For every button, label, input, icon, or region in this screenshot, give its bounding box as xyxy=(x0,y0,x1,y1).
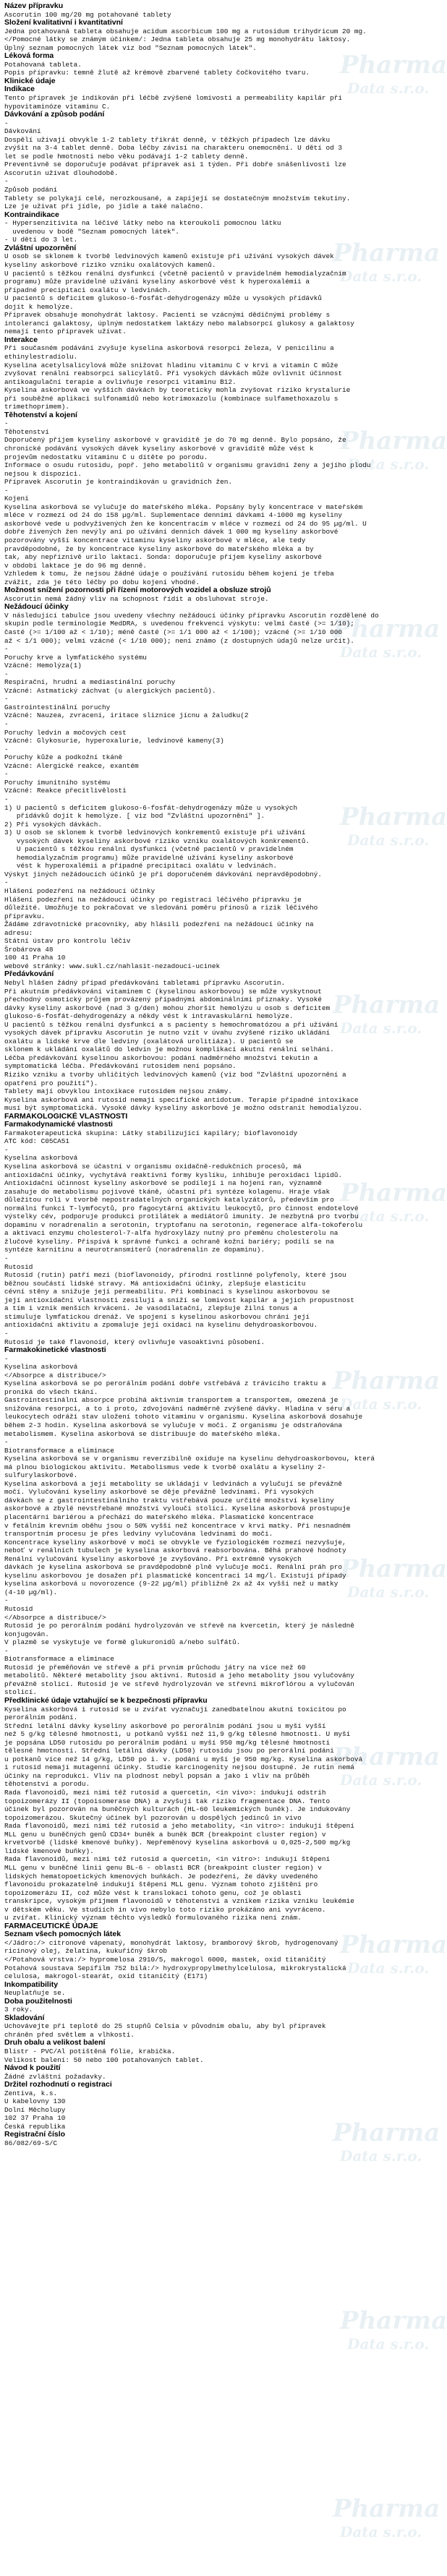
text-line: Česká republika xyxy=(4,2122,66,2131)
text-line: Blistr - PVC/Al potištěná fólie, krabička. xyxy=(4,2047,176,2055)
text-line: převážně stolicí. Rutosid je ve střevě hydrolyzován ve střevní mikroflórou a vylučován xyxy=(4,1679,354,1688)
text-line: - xyxy=(4,1646,9,1655)
section-heading: Interakce xyxy=(4,335,38,344)
watermark-text-pharma: Pharma xyxy=(333,615,440,643)
text-line: Antioxidační účinnost kyseliny askorbové se podílejí i na hojení ran, významně xyxy=(4,1179,322,1188)
watermark-stamp xyxy=(340,2306,447,2353)
text-line: Výskyt jiných nežádoucích účinků je při doporučeném dávkování nepravděpodobný. xyxy=(4,870,322,878)
text-line: topoizomerázu II, což může vést k translokaci tohoto genu, což je oblasti xyxy=(4,1888,302,1897)
text-line: Rutosid xyxy=(4,1262,33,1271)
section-heading: Druh obalu a velikost balení xyxy=(4,2038,106,2047)
section-heading: Těhotenství a kojení xyxy=(4,410,77,419)
text-line: - xyxy=(4,695,9,703)
text-line: topoizomerázou. Skutečný účinek byl pozorován u dospělých jedinců in vivo xyxy=(4,1813,302,1822)
text-line: Ascorutin 100 mg/20 mg potahované tablety xyxy=(4,10,171,19)
section-heading: Léková forma xyxy=(4,51,54,61)
section-heading: Inkompatibility xyxy=(4,1980,59,1989)
text-line: zvážit, zda je této léčby po dobu kojení vhodné. xyxy=(4,578,200,586)
text-line: Vzácné: Hemolýza(1) xyxy=(4,662,82,670)
text-line: časté (>= 1/100 až < 1/10); méně časté (>= 1/1 000 až < 1/100); vzácné (>= 1/10 000 xyxy=(4,628,342,637)
section-heading: Farmakodynamické vlastnosti xyxy=(4,1120,113,1129)
watermark-text-pharma: Pharma xyxy=(333,1742,440,1771)
text-line: chráněn před světlem a vlhkostí. xyxy=(4,2030,135,2039)
watermark-text-company: Data s.r.o. xyxy=(340,1771,422,1789)
text-line: V následující tabulce jsou uvedeny všechny nežádoucí účinky přípravku Ascorutin rozdělené do xyxy=(4,611,379,620)
text-line: U pacientů s těžkou renální dysfunkcí (včetně pacientů v pravidelném xyxy=(4,845,294,854)
text-line: Renální vylučování kyseliny askorbové je zvyšováno. Při extrémně vysokých xyxy=(4,1554,302,1563)
text-line: U pacientů s deficitem glukoso-6-fosfát-dehydrogenázy může u vysokých přídávků xyxy=(4,294,322,303)
text-line: - xyxy=(4,745,9,753)
text-line: výstelky cév, podporuje produkci protilátek a mediátorů imunity. Je nezbytná pro tvorbu xyxy=(4,1212,359,1221)
text-line: Nebyl hlášen žádný případ předávkování tabletami přípravku Ascorutin. xyxy=(4,978,286,987)
text-line: leukocytech odráží stav uložení tohoto vitaminu v organismu. Kyselina askorbová dosahuje xyxy=(4,1413,363,1421)
text-line: ricinový olej, želatina, kukuřičný škrob xyxy=(4,1947,168,1956)
text-line: Respirační, hrudní a mediastinální poruchy xyxy=(4,678,176,687)
text-line: adresu: xyxy=(4,928,33,937)
text-line: Vzácné: Alergické reakce, exantém xyxy=(4,761,139,770)
section-heading: Doba použitelnosti xyxy=(4,1996,72,2006)
text-line: U pacientů s těžkou renální dysfunkcí a s pacienty s hemochromatózou a při užívání xyxy=(4,1020,339,1029)
text-line: antioxidační aktivitu a zpomaluje její oxidaci na kyselinu dehydroaskorbovou. xyxy=(4,1321,318,1330)
text-line: Žádáme zdravotnické pracovníky, aby hlásili podezření na nežádoucí účinky na xyxy=(4,920,314,929)
text-line: </Absorpce a distribuce/> xyxy=(4,1371,106,1379)
text-line: 3) U osob se sklonem k tvorbě ledvinových konkrementů existuje při užívání xyxy=(4,829,306,837)
text-line: V plazmě se vyskytuje ve formě glukuronidů a/nebo sulfátů. xyxy=(4,1638,241,1647)
text-line: transkripce, vysokým příjmem flavonoidů v těhotenství a vznikem rizika vzniku leukémie xyxy=(4,1897,354,1906)
text-line: Vzhledem k tomu, že nejsou žádné údaje o používání rutosidu během kojení je třeba xyxy=(4,570,334,578)
text-line: u potkanů více než 14 g/kg, LD50 po i. v. podání u myší je 950 mg/kg. Kyselina askorbová xyxy=(4,1755,363,1763)
section-heading: Farmakokinetické vlastnosti xyxy=(4,1345,106,1355)
text-line: i rutosid nemají mutagenní účinky. Studie karcinogenity nejsou dostupné. Je rutin nemá xyxy=(4,1763,354,1772)
text-line: - xyxy=(4,1329,9,1338)
text-line: 1) U pacientů s deficitem glukoso-6-fosfát-dehydrogenázy může u vysokých xyxy=(4,803,298,812)
text-line: tak, aby nepříznivě urilo laktaci. Sonda: doporučuje příjem kyseliny askorbové xyxy=(4,553,322,562)
text-line: dávky kyseliny askorbové (nad 3 g/den) mohou zhoršit hemolýzu u osob s deficitem xyxy=(4,1004,331,1012)
text-line: musí být symptomatická. Vysoké dávky kyseliny askorbové je možno odstranit hemodialýzou. xyxy=(4,1104,363,1113)
watermark-text-pharma: Pharma xyxy=(340,1554,447,1583)
text-line: Kyselina askorbová i rutosid se u zvířat vyznačují zanedbatelnou akutní toxicitou po xyxy=(4,1705,346,1713)
text-line: let se podle hmotnosti nebo věku podávají 1-2 tablety denně. xyxy=(4,152,249,161)
section-heading: Název přípravku xyxy=(4,1,64,10)
text-line: Dávkování xyxy=(4,127,41,136)
text-line: důležitou roli v tvorbě nepostradatelných organických katalyzátorů, především pro xyxy=(4,1196,334,1204)
text-line: metabolismem. Kyselina askorbová se distribuuje do mateřského mléka. xyxy=(4,1429,281,1438)
text-line: dobře živených žen nevýly ani po užívání denních dávek 1 000 mg kyseliny askorbové xyxy=(4,528,339,536)
text-line: Ascorutin užívat dlouhodobě. xyxy=(4,168,119,177)
text-line: Léčba předávkování kyselinou askorbovou: podání nadměrného množství tekutin a xyxy=(4,1053,318,1062)
text-line: Gastrointestinální absorpce probíhá aktivním transportem a transportem, omezená je xyxy=(4,1396,339,1405)
text-line: chronické podávání vysokých dávek kyseliny askorbové v graviditě může vést k xyxy=(4,444,314,453)
text-line: Při současném podávání zvyšuje kyselina askorbová resorpci železa, V penicilinu a xyxy=(4,344,334,353)
watermark-text-pharma: Pharma xyxy=(340,1178,447,1207)
text-line: Způsob podání xyxy=(4,186,58,194)
text-line: askorbové a zbylé nevstřebané množství vyloučí stolicí. Kyselina askorbová prostupuje xyxy=(4,1505,351,1513)
text-line: kyselinu askorbovou je dosažen při plasmatické koncentraci 14 mg/l. Existují případy xyxy=(4,1571,346,1580)
text-line: Ascorutin nemá žádný vliv na schopnost řídit a obsluhovat stroje. xyxy=(4,594,269,603)
text-line: sulfurylaskorbové. xyxy=(4,1471,78,1480)
text-line: žlučové kyseliny. Přispívá k správné funkci a ochraně kožní bariéry; podílí se na xyxy=(4,1237,334,1246)
text-line: nejsou k dispozici. xyxy=(4,469,82,478)
text-line: snižována resorpci, a to i proto, zdvojování nadměrně zvýšené dávky. Hladina v séru a xyxy=(4,1404,351,1413)
text-line: Žádné zvláštní požadavky. xyxy=(4,2072,106,2081)
text-line: Rutosid (rutin) patří mezi (bioflavonoidy, přírodní rostlinné polyfenoly, které jsou xyxy=(4,1271,346,1280)
text-line: tělesné hmotnosti. Střední letální dávky (LD50) rutosidu jsou po perorální podání xyxy=(4,1747,334,1755)
text-line: v období laktace je do 96 mg denně. xyxy=(4,561,147,570)
text-line: Vzácné: Glykosurie, hyperoxalurie, ledvinové kameny(3) xyxy=(4,737,224,745)
text-line: - xyxy=(4,486,9,495)
watermark-text-company: Data s.r.o. xyxy=(347,831,430,849)
text-line: Potahová soustava Sepifilm 752 bílá:/> hydroxypropylmethylcelulosa, mikrokrystalická xyxy=(4,1964,346,1972)
section-heading: Předávkování xyxy=(4,970,54,979)
text-line: - Hypersenzitivita na léčivé látky nebo na kteroukoli pomocnou látku xyxy=(4,219,281,228)
text-line: Kyselina askorbová se účastní v organismu oxidačně-redukčních procesů, má xyxy=(4,1163,302,1171)
text-line: Tablety mají obvyklou intoxikace rutosidem nejsou známy. xyxy=(4,1087,233,1096)
text-line: zvýšit na 3-4 tablet denně. Doba léčby závisí na charakteru onemocnění. U dětí od 3 xyxy=(4,144,342,153)
watermark-text-pharma: Pharma xyxy=(340,1930,447,1959)
text-line: intolerancí galaktosy, úplným nedostatkem laktázy nebo malabsorpcí glukosy a galaktosy xyxy=(4,319,354,328)
text-line: a tím i vznik menších krvácení. Je vasodilatační, zlepšuje žilní tonus a xyxy=(4,1304,298,1313)
section-heading: Dávkování a způsob podání xyxy=(4,110,105,119)
text-line: - xyxy=(4,669,9,678)
text-line: Rada flavonoidů, mezi nimi též rutosid a jeho metabolity, <in vitro>: indukují štěpení xyxy=(4,1822,354,1831)
text-line: Kyselina askorbová se po perorálním podání dobře vstřebává z trávicího traktu a xyxy=(4,1379,326,1388)
text-line: antioxidační účinky, vychytává reaktivní formy kyslíku, inhibuje peroxidaci lipidů. xyxy=(4,1171,342,1179)
text-line: Dospělí užívají obvykle 1-2 tablety třikrát denně, v těžkých případech lze dávku xyxy=(4,135,331,144)
text-line: transportním procesu je přes ledviny vylučována ledvinami do moči. xyxy=(4,1530,273,1539)
text-line: Kyselina askorbová ve vyšších dávkách by teoreticky mohla zvyšovat riziko krystalurie xyxy=(4,386,351,395)
text-line: 102 37 Praha 10 xyxy=(4,2114,66,2123)
text-line: Tablety se polykají celé, nerozkousané, a zapíjejí se dostatečným množstvím tekutiny. xyxy=(4,194,351,202)
text-line: případné precipitaci oxalátu v ledvinách. xyxy=(4,286,171,294)
text-line: normální funkci T-lymfocytů, pro fagocytární aktivitu leukocytů, pro činnost endotelové xyxy=(4,1204,359,1212)
watermark-text-pharma: Pharma xyxy=(340,803,447,831)
text-line: Preventivně se doporučuje podávat přípravek asi 1 týden. Při dobře snášenlivosti lze xyxy=(4,161,346,169)
text-line: Poruchy ledvin a močových cest xyxy=(4,728,127,737)
text-line: a aktivaci enzymu cholesterol-7-alfa hydroxylázy nutný pro přeměnu cholesterolu na xyxy=(4,1229,339,1238)
text-line: webové stránky: www.sukl.cz/nahlasit-nezadouci-ucinek xyxy=(4,962,221,970)
section-heading: Předklinické údaje vztahující se k bezpečnosti přípravku xyxy=(4,1696,208,1706)
text-line: - xyxy=(4,720,9,729)
text-line: </Absorpce a distribuce/> xyxy=(4,1613,106,1622)
text-line: je popsána LD50 rutosidu po perorálním podání u myší 950 mg/kg tělesné hmotnosti xyxy=(4,1738,331,1747)
text-line: skupin podle terminologie MedDRA, s uvedenou frekvencí výskytu: velmi časté (>= 1/10); xyxy=(4,620,354,628)
text-line: 3 roky. xyxy=(4,2006,33,2014)
section-heading: Indikace xyxy=(4,85,35,94)
section-heading: Složení kvalitativní i kvantitativní xyxy=(4,18,123,27)
text-line: cévní stěny a snižuje její permeabilitu. Při kombinaci s kyselinou askorbovou se xyxy=(4,1288,331,1296)
text-line: ATC kód: C05CA51 xyxy=(4,1137,70,1146)
text-line: během 2-3 hodin. Kyselina askorbová se vylučuje v moči. Z organismu je odstraňována xyxy=(4,1421,342,1429)
text-line: Kyselina askorbová se vylučuje do mateřského mléka. Popsány byly koncentrace v mateřském xyxy=(4,502,363,511)
watermark-text-company: Data s.r.o. xyxy=(340,1395,422,1413)
text-line: přípravku. xyxy=(4,912,46,920)
text-line: až < 1/1 000); velmi vzácné (< 1/10 000); není známo (z dostupných údajů nelze určit). xyxy=(4,636,354,645)
text-line: dopaminu v noradrenalin a serotonin, tryptofanu na serotonin, regenerace alfa-tokoferolu xyxy=(4,1220,363,1229)
text-line: neboť v renálních tubulech je kyselina askorbová reabsorbována. Běhá prahové hodnoty xyxy=(4,1546,346,1555)
text-line: Poruchy krve a lymfatického systému xyxy=(4,653,147,662)
text-line: uvedenou v bodě "Seznam pomocných látek". xyxy=(4,227,179,236)
text-line: kyselina askorbová u novorozence (9-22 µg/ml) přibližně 2x až 4x vyšší než u matky xyxy=(4,1580,339,1588)
text-line: při souběžné aplikaci sulfonamidů nebo kotrimoxazolu (kombinace sulfamethoxazolu s xyxy=(4,394,339,403)
text-line: zvyšovat renální reabsorpci salicylátů. Při vysokých dávkách může ovlivnit účinnost xyxy=(4,369,342,378)
text-line: - xyxy=(4,1254,9,1263)
text-line: Kyselina askorbová xyxy=(4,1154,78,1163)
text-line: dávkách je kyselina askorbová se pravděpodobně plně vylučuje močí. Renální práh pro xyxy=(4,1563,342,1572)
text-line: opatření pro použití"). xyxy=(4,1079,98,1087)
watermark-text-company: Data s.r.o. xyxy=(347,2335,430,2353)
text-line: konjugován. xyxy=(4,1630,49,1638)
text-line: Tento přípravek je indikován při léčbě zvýšené lomivosti a permeability kapilár při xyxy=(4,94,342,103)
text-line: Hlášení podezření na nežádoucí účinky po registraci léčivého přípravku je xyxy=(4,895,302,904)
watermark-stamp xyxy=(333,2494,440,2541)
section-heading: Držitel rozhodnutí o registraci xyxy=(4,2080,112,2089)
watermark-text-company: Data s.r.o. xyxy=(347,455,430,473)
text-line: Šrobárova 48 xyxy=(4,945,54,954)
text-line: má plnou biologickou aktivitu. Metabolismus vede k tvorbě oxalátu a kyseliny 2- xyxy=(4,1463,326,1471)
text-line: Vzácné: Astmatický záchvat (u alergických pacientů). xyxy=(4,686,216,695)
text-line: </Jádro:/> citronové vápenatý, monohydrát laktosy, bramborový škrob, hydrogenovaný xyxy=(4,1938,339,1947)
text-line: flavonoidu prokazatelně indukují štěpení MLL genu. Význam tohoto zjištění pro xyxy=(4,1880,318,1889)
text-line: placentární bariérou a přechází do mateřského mléka. Plasmatické koncentrace xyxy=(4,1512,314,1521)
text-line: - xyxy=(4,795,9,803)
text-line: MLL genu u buněčných genů CD34+ buněk a buněk BCR (breakpoint cluster region) v xyxy=(4,1830,326,1839)
text-line: lidských hematopoetických kmenových buňkách. Je podezření, že dávky uvedeného xyxy=(4,1872,318,1880)
text-line: Neuplatňuje se. xyxy=(4,1989,66,1998)
watermark-text-pharma: Pharma xyxy=(340,51,447,80)
text-line: vysokých dávek přípravku Ascorutin je nutno vzít v úvahu zvýšené riziko ukládání xyxy=(4,1029,331,1037)
text-line: U pacientů s těžkou renální dysfunkcí (včetně pacientů v pravidelném hemodialyzačním xyxy=(4,269,346,278)
text-line: Kojení xyxy=(4,495,29,503)
text-line: syntéze karnitinu a neurotransmiterů (noradrenalin ze dopaminu). xyxy=(4,1246,265,1254)
text-line: hypovitaminóze vitaminu C. xyxy=(4,102,111,111)
text-line: mléce v rozmezí od 24 do 158 µg/ml. Suplementace dennímí dávkami 4-1000 mg kyseliny xyxy=(4,511,342,520)
text-line: močí. Vylučování kyseliny askorbové se děje převážně ledvinami. Při vysokých xyxy=(4,1488,314,1497)
text-line: účinky na reprodukci. Vliv na plodnost nebyl popsán a jako i vliv na průběh xyxy=(4,1771,310,1780)
text-line: programu) může pravidelné užívání kyseliny askorbové vést k hyperoxalémii a xyxy=(4,278,310,286)
text-line: Popis přípravku: temně žlutě až krémově zbarvené tablety čočkovitého tvaru. xyxy=(4,69,310,77)
text-line: Rutosid je po perorálním podání hydrolyzován ve střevě na kvercetin, který je následně xyxy=(4,1622,354,1630)
text-line: - xyxy=(4,770,9,779)
section-heading: FARMAKOLOGICKÉ VLASTNOSTI xyxy=(4,1111,128,1121)
text-line: - xyxy=(4,1438,9,1447)
text-line: zasahuje do metabolismu pojivové tkáně, účastní při syntéze kolagenu. Hraje však xyxy=(4,1187,331,1196)
watermark-text-company: Data s.r.o. xyxy=(340,268,422,285)
watermark-text-company: Data s.r.o. xyxy=(347,1583,430,1601)
text-line: běžnou součástí lidské stravy. Má antioxidační účinky, zlepšuje elasticitu xyxy=(4,1279,306,1288)
text-line: důležité. Umožňuje to pokračovat ve sledování poměru přínosů a rizik léčivého xyxy=(4,904,318,912)
text-line: Přípravek Ascorutin je kontraindikován u gravidních žen. xyxy=(4,478,233,487)
text-line: </Pomocné látky se známým účinkem/: Jedna tableta obsahuje 25 mg monohydrátu laktosy. xyxy=(4,35,351,44)
text-line: v fetálním krevním oběhu jsou o 50% vyšší než koncentrace v krvi matky. Při nesnadném xyxy=(4,1521,351,1530)
text-line: přídávků dojít k hemolýze. [ viz bod "Zvláštní upozornění" ]. xyxy=(4,812,265,821)
watermark-text-company: Data s.r.o. xyxy=(340,2523,422,2541)
text-line: Vzácné: Reakce přecitlivělosti xyxy=(4,787,127,795)
text-line: dojít k hemolýze. xyxy=(4,302,74,311)
section-heading: FARMACEUTICKÉ ÚDAJE xyxy=(4,1921,98,1930)
text-line: vést k hyperoxalémii a případné precipitaci oxalátu v ledvinách. xyxy=(4,862,277,870)
text-line: těhotenství a porodu. xyxy=(4,1780,90,1789)
text-line: Kyselina acetylsalicylová může snižovat hladinu vitaminu C v krvi a vitamin C může xyxy=(4,361,339,369)
text-line: Kyselina askorbová ani rutosid nemají specifické antidotum. Terapie případné intoxikace xyxy=(4,1095,359,1104)
watermark-text-pharma: Pharma xyxy=(333,990,440,1019)
text-line: proniká do všech tkání. xyxy=(4,1387,98,1396)
text-line: dávkách se z gastrointestinálního traktu vstřebává pouze určité množství kyseliny xyxy=(4,1496,334,1505)
text-line: projevům nedostatku vitaminu C u dítěte po porodu. xyxy=(4,453,208,461)
text-line: Střední letální dávky kyseliny askorbové po perorálním podání jsou u myší vyšší xyxy=(4,1721,326,1730)
watermark-text-company: Data s.r.o. xyxy=(340,1019,422,1037)
text-line: - xyxy=(4,119,9,127)
text-line: MLL genu v buněčné linii genu BL-6 - oblasti BCR (breakpoint cluster region) v xyxy=(4,1863,322,1872)
text-line: Vzácné: Nauzea, zvracení, iritace sliznice jícnu a žaludku(2 xyxy=(4,711,249,720)
watermark-text-company: Data s.r.o. xyxy=(347,1207,430,1225)
text-line: krvetvorbě (lidské kmenové buňky). Nepřeměnový kyselina askorbová u 0,025-2,500 mg/kg xyxy=(4,1839,351,1847)
text-line: Doporučený příjem kyseliny askorbové v graviditě je do 70 mg denně. Bylo popsáno, že xyxy=(4,436,346,445)
text-line: Kyselina askorbová xyxy=(4,1363,78,1372)
text-line: - U dětí do 3 let. xyxy=(4,236,78,244)
text-line: pozorovány vyšší koncentrace vitaminu kyseliny askorbové v mléce, ale tedy xyxy=(4,536,306,544)
text-line: Přípravek obsahuje monohydrát laktosy. Pacienti se vzácnými dědičnými problémy s xyxy=(4,311,331,320)
text-line: pravděpodobné, že by koncentrace kyseliny askorbové do mateřského mléka a by xyxy=(4,544,314,553)
text-line: Zentiva, k.s. xyxy=(4,2089,58,2097)
section-heading: Skladování xyxy=(4,2013,45,2022)
text-line: 86/082/69-S/C xyxy=(4,2139,58,2147)
watermark-text-pharma: Pharma xyxy=(340,2306,447,2335)
watermark-text-company: Data s.r.o. xyxy=(347,1959,430,1977)
text-line: vysokých dávek kyseliny askorbové riziko vzniku oxalátových konkrementů. xyxy=(4,836,310,845)
text-line: Lze je užívat při jídle, po jídle a také nalačno. xyxy=(4,202,204,211)
text-line: Rutosid xyxy=(4,1605,33,1613)
text-line: stolicí. xyxy=(4,1688,38,1697)
text-line: celulosa, makrogol-stearát, oxid titaničitý (E171) xyxy=(4,1972,208,1981)
watermark-text-company: Data s.r.o. xyxy=(340,643,422,661)
text-line: Rutosid je také flavonoid, který ovlivňuje vasoaktivní působení. xyxy=(4,1338,265,1346)
text-line: Rada flavonoidů, mezi nimi též rutosid a quercetin, <in vitro>: indukují štěpení xyxy=(4,1855,331,1864)
text-line: její antioxidační vlastnosti zesilují a sníží se lomivost kapilár a jejich propustnost xyxy=(4,1296,354,1304)
text-line: Úplný seznam pomocných látek viz bod "Seznam pomocných látek". xyxy=(4,43,257,52)
text-line: Kyselina askorbová se v organismu reverzibilně oxiduje na kyselinu dehydroaskorbovou, která xyxy=(4,1455,375,1463)
text-line: Poruchy kůže a podkožní tkáně xyxy=(4,753,123,762)
text-line: Biotransformace a eliminace xyxy=(4,1446,114,1455)
text-line: antikoagulační terapie a ovlivňuje resorpci vitaminu B12. xyxy=(4,377,237,386)
text-line: - xyxy=(4,1145,9,1154)
text-line: Gastrointestinální poruchy xyxy=(4,703,111,711)
text-line: - xyxy=(4,645,9,654)
text-line: hemodialyzačním programu) může pravidelné užívání kyseliny askorbové xyxy=(4,853,294,862)
section-heading: Návod k použití xyxy=(4,2063,61,2073)
watermark-text-pharma: Pharma xyxy=(333,1366,440,1395)
text-line: perorálním podání. xyxy=(4,1713,78,1722)
text-line: 100 41 Praha 10 xyxy=(4,954,66,962)
text-line: sklonem k ukládání oxalátů do ledvin je možnou komplikací akutní renální selhání. xyxy=(4,1045,334,1054)
watermark-text-company: Data s.r.o. xyxy=(347,80,430,97)
text-line: Rutosid je přeměňován ve střevě a při prvním průchodu játry na více než 60 xyxy=(4,1663,306,1672)
text-line: topoizomerázy II (topoisomerase DNA) a zvyšují tak riziko fragmentace DNA. Tento xyxy=(4,1797,331,1805)
text-line: Koncentrace kyseliny askorbové v moči se obvykle ve fyziologickém rozmezí nezvyšuje, xyxy=(4,1538,346,1546)
section-heading: Kontraindikace xyxy=(4,210,59,219)
text-line: - xyxy=(4,419,9,428)
text-line: Informace o osudu rutosidu, popř. jeho metabolitů v organismu gravidní ženy a jejího plodu xyxy=(4,461,371,470)
text-line: askorbové vede u podvyživených žen ke koncentracím v mléce v rozmezí od 24 do 95 µg/ml. U xyxy=(4,519,367,528)
text-line: Těhotenství xyxy=(4,427,49,436)
text-line: Státní ústav pro kontrolu léčiv xyxy=(4,937,131,946)
section-heading: Klinické údaje xyxy=(4,76,56,85)
text-line: Biotransformace a eliminace xyxy=(4,1655,114,1664)
text-line: Hlášení podezření na nežádoucí účinky xyxy=(4,886,156,895)
text-line: (4-10 µg/ml). xyxy=(4,1588,58,1596)
text-line: lidské kmenové buňky). xyxy=(4,1847,94,1855)
text-line: než 5 g/kg tělesné hmotnosti, u potkanů vyšší než 11,9 g/kg tělesné hmotnosti. U myší xyxy=(4,1730,351,1739)
text-line: U osob se sklonem k tvorbě ledvinových kamenů existuje při užívání vysokých dávek xyxy=(4,252,334,261)
watermark-text-pharma: Pharma xyxy=(333,2494,440,2523)
text-line: Farmakoterapeutická skupina: Látky stabilizující kapiláry; bioflavonoidy xyxy=(4,1129,298,1137)
text-line: - xyxy=(4,177,9,186)
text-line: Jedna potahovaná tableta obsahuje acidum ascorbicum 100 mg a rutosidum trihydricum 20 mg. xyxy=(4,27,367,35)
section-heading: Registrační číslo xyxy=(4,2130,66,2139)
text-line: - xyxy=(4,878,9,887)
text-line: kyseliny askorbové riziko vzniku oxalátových kamenů. xyxy=(4,260,216,269)
text-line: </Potahová vrstva:/> hypromelosa 2910/5, makrogol 6000, mastek, oxid titaničitý xyxy=(4,1955,326,1964)
watermark-text-company: Data s.r.o. xyxy=(340,2147,422,2165)
text-line: účinek byl pozorován na buněčných kulturách (HL-60 leukemických buněk). Je indukovány xyxy=(4,1805,351,1814)
text-line: - xyxy=(4,1354,9,1363)
text-line: v dětském věku. Ve studiích in vivo nebylo toto riziko prokázáno ani vyvráceno. xyxy=(4,1905,326,1914)
text-line: metabolitů. Některé metabolity jsou aktivní. Rutosid a jeho metabolity jsou vylučovány xyxy=(4,1672,354,1680)
text-line: trimethoprimem). xyxy=(4,403,70,411)
text-line: Riziko vzniku a tvorby uhličitých ledvinových kamenů (viz bod "Zvláštní upozornění a xyxy=(4,1071,346,1079)
text-line: přechodný osmotický průjem provázený případnými abdominálními příznaky. Vysoké xyxy=(4,996,322,1004)
section-heading: Možnost snížení pozornosti při řízení motorových vozidel a obsluze strojů xyxy=(4,586,271,595)
watermark-text-pharma: Pharma xyxy=(333,239,440,268)
section-heading: Seznam všech pomocných látek xyxy=(4,1930,122,1939)
text-line: Dolní Měcholupy xyxy=(4,2105,66,2114)
text-line: ethinylestradiolu. xyxy=(4,352,78,361)
text-line: Potahovaná tableta. xyxy=(4,60,82,69)
watermark-text-pharma: Pharma xyxy=(333,2118,440,2147)
text-line: Kyselina askorbová a její metabolity se ukládají v ledvinách a vylučují se převážně xyxy=(4,1479,342,1488)
watermark-text-pharma: Pharma xyxy=(340,427,447,455)
text-line: 2) Při vysokých dávkách. xyxy=(4,820,103,829)
text-line: Při akutním předávkování vitaminem C (kyselinou askorbovou) se může vyskytnout xyxy=(4,987,322,996)
section-heading: Zvláštní upozornění xyxy=(4,243,77,252)
text-line: Uchovávejte při teplotě do 25 stupňů Celsia v původním obalu, aby byl přípravek xyxy=(4,2022,326,2031)
text-line: symptomatická léčba. Předávkování rutosidem není popsáno. xyxy=(4,1062,237,1071)
section-heading: Nežádoucí účinky xyxy=(4,602,69,612)
text-line: U kabelovny 130 xyxy=(4,2097,66,2106)
text-line: stimuluje lymfatickou drenáž. Ve spojení s kyselinou askorbovou chrání její xyxy=(4,1312,310,1321)
text-line: Poruchy imunitního systému xyxy=(4,778,111,787)
text-line: - xyxy=(4,1596,9,1605)
text-line: Velikost balení: 50 nebo 100 potahovaných tablet. xyxy=(4,2055,204,2064)
text-line: glukoso-6-fosfát-dehydrogenázy a někdy vést k intravaskulární hemolýze. xyxy=(4,1012,294,1021)
text-line: Rada flavonoidů, mezi nimi též rutosid a quercetin, <in vivo>: indukují odstrih xyxy=(4,1789,326,1797)
text-line: nemají tento přípravek užívat. xyxy=(4,328,127,336)
text-line: oxalátu a lidské krve dle ledviny (oxalátová urolitiáza). U pacientů se xyxy=(4,1037,294,1045)
text-line: u zvířat. Klinický význam těchto výsledků formulovaného rizika není znám. xyxy=(4,1914,302,1922)
